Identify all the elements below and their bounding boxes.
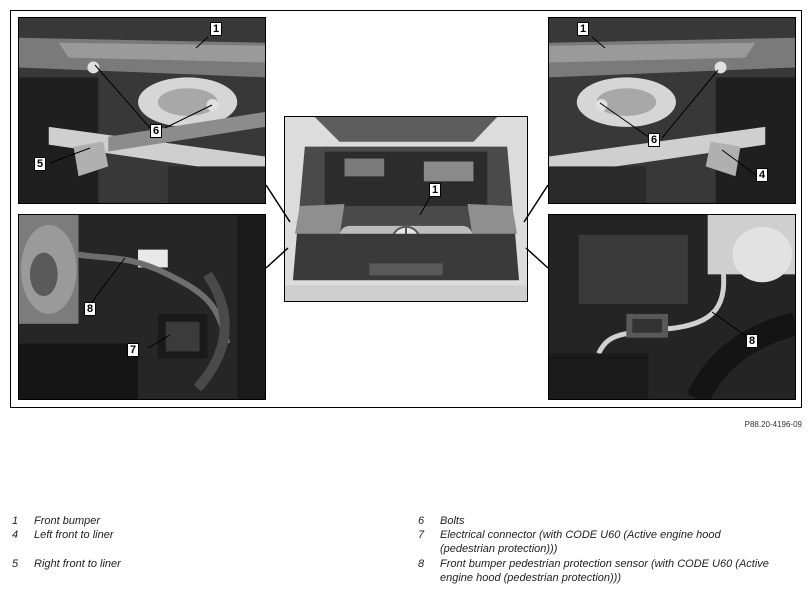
legend-text: Electrical connector (with CODE U60 (Active engine hood (pedestrian protection))) xyxy=(440,529,721,555)
reference-code: P88.20-4196-09 xyxy=(744,420,802,429)
legend-number: 8 xyxy=(418,558,425,570)
callout-bl-8: 8 xyxy=(84,302,96,316)
callout-tr-4: 4 xyxy=(756,168,768,182)
photo-center-drawing xyxy=(285,117,527,301)
photo-bottom-right xyxy=(548,214,796,400)
legend-text: Front bumper pedestrian protection sensor (with CODE U60 (Active engine hood (pedestrian protection))) xyxy=(440,558,769,584)
legend-item xyxy=(12,528,372,557)
callout-bl-7: 7 xyxy=(127,343,139,357)
legend-item xyxy=(418,514,778,528)
callout-tr-1: 1 xyxy=(577,22,589,36)
legend-number: 6 xyxy=(418,515,425,527)
photo-bottom-right-drawing xyxy=(549,215,795,399)
photo-top-left xyxy=(18,17,266,204)
callout-tl-1: 1 xyxy=(210,22,222,36)
legend-text: Front bumper xyxy=(34,515,101,527)
legend-left xyxy=(12,514,372,571)
legend-number: 5 xyxy=(12,558,19,570)
legend-text: Left front to liner xyxy=(34,529,114,541)
callout-tl-5: 5 xyxy=(34,157,46,171)
callout-tl-6: 6 xyxy=(150,124,162,138)
legend-number: 1 xyxy=(12,515,19,527)
callout-br-8: 8 xyxy=(746,334,758,348)
legend-item xyxy=(12,514,372,528)
photo-top-left-drawing xyxy=(19,18,265,203)
legend-number: 4 xyxy=(12,529,19,541)
photo-bottom-left xyxy=(18,214,266,400)
photo-center xyxy=(284,116,528,302)
legend-item xyxy=(12,557,372,571)
legend-text: Right front to liner xyxy=(34,558,121,570)
legend-item xyxy=(418,557,778,586)
callout-c-1: 1 xyxy=(429,183,441,197)
legend-item xyxy=(418,528,778,557)
photo-bottom-left-drawing xyxy=(19,215,265,399)
legend-text: Bolts xyxy=(440,515,465,527)
callout-tr-6: 6 xyxy=(648,133,660,147)
legend-right xyxy=(418,514,778,586)
legend-number: 7 xyxy=(418,529,425,541)
